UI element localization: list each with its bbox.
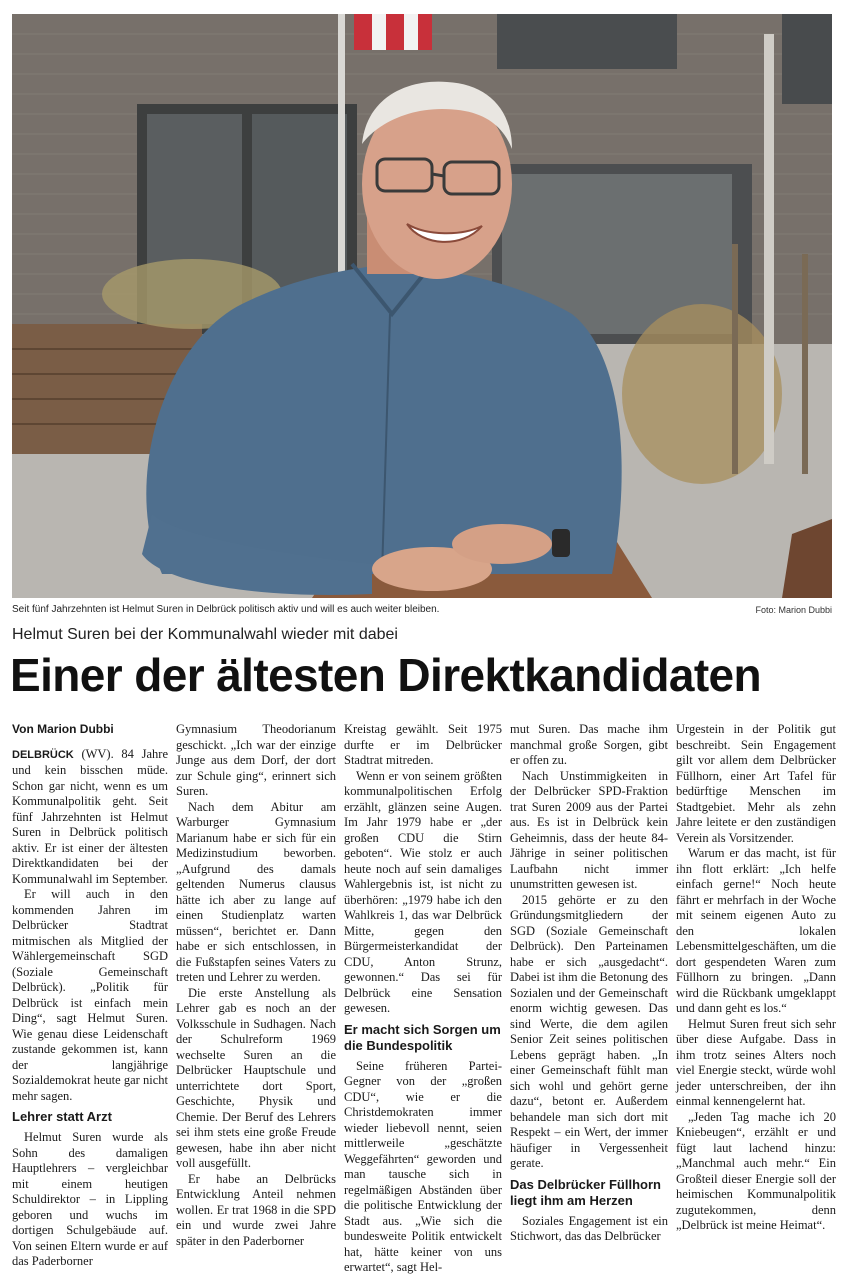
- paragraph: Soziales Engagement ist ein Stichwort, das das Delbrücker: [510, 1213, 668, 1243]
- paragraph: Seine früheren Partei-Gegner von der „großen CDU“, wie er die Christdemokraten immer wieder liebevoll nennt, seien mittlerweile „geschätzte Weggefährten“ geworden und man tausche sich in regelmäßigen Abständen über die politische Entwicklung der Stadt aus. „Wie sich die bundesweite Politik entwickelt hat, hätte keiner von uns erwartet“, sagt Hel-: [344, 1058, 502, 1274]
- wristwatch: [552, 529, 570, 557]
- paragraph: 2015 gehörte er zu den Gründungsmitgliedern der SGD (Soziale Gemeinschaft Delbrück). Den Parteinamen habe er sich „ausgedacht“. Dabei ist ihm die Betonung des Sozialen und der Gemeinschaft enorm wichtig gewesen. Das sind Werte, die dem agilen Senior Zeit seines politischen Lebens geprägt haben. „In einer Gemeinschaft fühlt man sich wohl und gehört gerne dazu“, betont er. Außerdem behandele man sich dort mit Respekt – ein Wert, der immer häufiger in Vergessenheit gerate.: [510, 892, 668, 1170]
- subheading-fuellhorn: Das Delbrücker Füllhorn liegt ihm am Herzen: [510, 1176, 661, 1208]
- portrait-photo: [12, 14, 832, 598]
- headline: Einer der ältesten Direktkandidaten: [10, 649, 762, 701]
- flag: [354, 14, 432, 50]
- paragraph: „Jeden Tag mache ich 20 Kniebeugen“, erzählt er und fügt laut lachend hinzu: „Manchmal auch mehr.“ Ein Großteil dieser Energie soll der heimischen Kommunalpolitik zugutekommen, denn „Delbrück ist meine Heimat“.: [676, 1109, 836, 1232]
- lead-text: 84 Jahre und kein bisschen müde. Schon gar nicht, wenn es um Kommunalpolitik geht. Seit fünf Jahrzehnten ist Helmut Suren in Delbrück politisch aktiv. Er ist einer der ältesten Direktkandidaten bei der Kommunalwahl im September.: [12, 746, 168, 886]
- tree-trunk: [764, 34, 774, 464]
- paragraph: Nach Unstimmigkeiten in der Delbrücker SPD-Fraktion trat Suren 2009 aus der Partei aus. Es ist in Delbrück kein Geheimnis, dass der heute 84-Jährige in seiner politischen Laufbahn nicht immer unumstritten gewesen ist.: [510, 768, 668, 891]
- paragraph: Warum er das macht, ist für ihn flott erklärt: „Ich helfe einfach gerne!“ Noch heute fährt er mehrfach in der Woche mit seinem eigenen Auto zu den lokalen Lebensmittelgeschäften, um die dort gespendeten Waren zum Füllhorn zu bringen. „Dann wird die Rückbank umgeklappt und dann geht es los.“: [676, 846, 836, 1015]
- window-top: [497, 14, 677, 69]
- kicker: Helmut Suren bei der Kommunalwahl wieder mit dabei: [12, 626, 398, 643]
- article-column-3: [344, 722, 502, 1276]
- dateline: DELBRÜCK: [12, 748, 74, 761]
- article-column-4: [510, 722, 668, 1245]
- paragraph: mut Suren. Das mache ihm manchmal große Sorgen, gibt er offen zu.: [510, 722, 668, 767]
- paragraph: Die erste Anstellung als Lehrer gab es noch an der Volksschule in Sudhagen. Nach der Schulreform 1969 wechselte Suren an die Delbrücker Hauptschule und unterrichtete dort Sport, Geschichte, Physik und Chemie. Der Beruf des Lehrers sei ihm stets eine große Freude gewesen, habe ihn aber nicht voll ausgefüllt.: [176, 985, 336, 1170]
- photo-credit: Foto: Marion Dubbi: [755, 605, 832, 615]
- paragraph: Nach dem Abitur am Warburger Gymnasium Marianum habe er sich für ein Medizinstudium beworben. „Aufgrund des damals geltenden Numerus clausus hätte ich aber zu lange auf einen Studienplatz warten müssen“, berichtet er. Dann habe er sich entschlossen, in die Fußstapfen seines Vaters zu treten und Lehrer zu werden.: [176, 799, 336, 984]
- byline: Von Marion Dubbi: [12, 722, 114, 736]
- paragraph: Gymnasium Theodorianum geschickt. „Ich war der einzige Junge aus dem Dorf, der dort zur Schule ging“, erinnert sich Suren.: [176, 722, 336, 798]
- paragraph: Er habe an Delbrücks Entwicklung Anteil nehmen wollen. Er trat 1968 in die SPD ein und wurde zwei Jahre später in den Paderborner: [176, 1171, 336, 1248]
- paragraph: Urgestein in der Politik gut beschreibt. Sein Engagement gilt vor allem dem Delbrücker Füllhorn, einer Art Tafel für bedürftige Menschen im Stadtgebiet. Mehr als zehn Jahre leitete er den zuständigen Verein als Vorsitzender.: [676, 722, 836, 845]
- subheading-lehrer: Lehrer statt Arzt: [12, 1109, 112, 1124]
- article-column-1: [12, 722, 168, 1270]
- portrait-illustration: [12, 14, 832, 598]
- lead-paragraph: [12, 747, 168, 888]
- subheading-bundespolitik: Er macht sich Sorgen um die Bundespolitik: [344, 1021, 501, 1053]
- paragraph: Helmut Suren freut sich sehr über diese Aufgabe. Dass in ihm trotz seines Alters noch viel Energie steckt, würde wohl jeder unterschreiben, der ihn einmal kennengelernt hat.: [676, 1016, 836, 1108]
- paragraph: Helmut Suren wurde als Sohn des damaligen Hauptlehrers – vergleichbar mit einem heutigen Schuldirektor – in Lippling geboren und wuchs im dortigen Schulgebäude auf. Von seinen Eltern wurde er auf das Paderborner: [12, 1130, 168, 1268]
- photo-caption: Seit fünf Jahrzehnten ist Helmut Suren in Delbrück politisch aktiv und will es auch weiter bleiben.: [12, 604, 440, 615]
- article-column-5: [676, 722, 836, 1234]
- paragraph: Kreistag gewählt. Seit 1975 durfte er im Delbrücker Stadtrat mitreden.: [344, 722, 502, 767]
- paragraph: Er will auch in den kommenden Jahren im Delbrücker Stadtrat mitmischen als Mitglied der Wählergemeinschaft SGD (Soziale Gemeinschaft Delbrück). „Politik für Delbrück ist einfach mein Ding“, sagt Helmut Suren. Wie genau diese Leidenschaft zustande gekommen ist, kann der langjährige Sozialdemokrat heute gar nicht mehr sagen.: [12, 887, 168, 1103]
- article-column-2: [176, 722, 336, 1249]
- agency: (WV).: [81, 746, 114, 761]
- paragraph: Wenn er von seinem größten kommunalpolitischen Erfolg erzählt, glänzen seine Augen. Im Jahr 1979 habe er „der großen CDU die Stirn geboten“. Wie stolz er auch heute noch auf sein damaliges Wahlergebnis ist, ist nicht zu überhören: „1979 habe ich den Wahlkreis 1, das war Delbrück Mitte, gegen den Bürgermeisterkandidat der CDU, Anton Strunz, gewonnen.“ Das sei für Delbrück eine Sensation gewesen.: [344, 768, 502, 1015]
